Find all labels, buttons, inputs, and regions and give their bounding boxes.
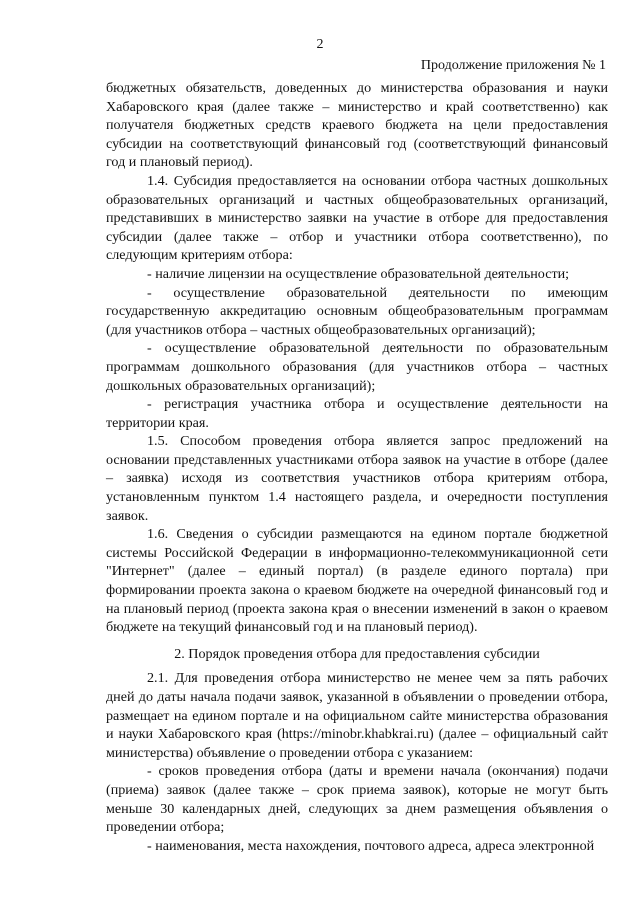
- item-names-addresses: - наименования, места нахождения, почтового адреса, адреса электронной: [147, 837, 595, 854]
- criterion-preschool: - осуществление образовательной деятельности по образовательным программам дошкольного образования (для участников отбора – частных дошкольных образовательных организаций);: [106, 340, 608, 394]
- page-number: 2: [316, 37, 324, 52]
- paragraph-budget-obligations: бюджетных обязательств, доведенных до министерства образования и науки Хабаровского края (далее также – министерство и край соответственно) как получателя бюджетных средств краевого бюджета на цели предоставления субсидии на соответствующий финансовый год (соответствующий финансовый год и плановый период).: [106, 80, 608, 171]
- criterion-license: - наличие лицензии на осуществление образовательной деятельности;: [147, 265, 570, 282]
- paragraph-1-5: 1.5. Способом проведения отбора является запрос предложений на основании представленных участниками отбора заявок на участие в отборе (далее – заявка) исходя из соответствия участников отбора критериям отбора, установленным пунктом 1.4 настоящего раздела, и очередности поступления заявок.: [106, 433, 608, 524]
- paragraph-2-1: 2.1. Для проведения отбора министерство не менее чем за пять рабочих дней до даты начала подачи заявок, указанной в объявлении о проведении отбора, размещает на едином портале и на официальном сайте министерства образования и науки Хабаровского края (https://minobr.khabkrai.ru) (далее – официальный сайт министерства) объявление о проведении отбора с указанием:: [106, 670, 608, 761]
- criterion-registration: - регистрация участника отбора и осуществление деятельности на территории края.: [106, 396, 608, 431]
- paragraph-1-4: 1.4. Субсидия предоставляется на основании отбора частных дошкольных образовательных организаций и частных общеобразовательных организаций, представивших в министерство заявки на участие в отборе для предоставления субсидии (далее также – отбор и участники отбора соответственно), по следующим критериям отбора:: [106, 172, 608, 264]
- item-selection-terms: - сроков проведения отбора (даты и времени начала (окончания) подачи (приема) заявок (далее также – срок приема заявок), которые не могут быть меньше 30 календарных дней, следующих за днем размещения объявления о проведении отбора;: [106, 763, 608, 836]
- appendix-continuation-label: Продолжение приложения № 1: [420, 58, 606, 73]
- document-body: [106, 79, 608, 855]
- section-2-heading: 2. Порядок проведения отбора для предоставления субсидии: [174, 645, 540, 662]
- criterion-accreditation: - осуществление образовательной деятельности по имеющим государственную аккредитацию основным общеобразовательным программам (для участников отбора – частных общеобразовательных организаций);: [106, 284, 608, 338]
- paragraph-1-6: 1.6. Сведения о субсидии размещаются на едином портале бюджетной системы Российской Федерации в информационно-телекоммуникационной сети "Интернет" (далее – единый портал) (в разделе единого портала) при формировании проекта закона о краевом бюджете на очередной финансовый год и на плановый период (проекта закона края о внесении изменений в закон о краевом бюджете на текущий финансовый год и на плановый период).: [106, 526, 608, 636]
